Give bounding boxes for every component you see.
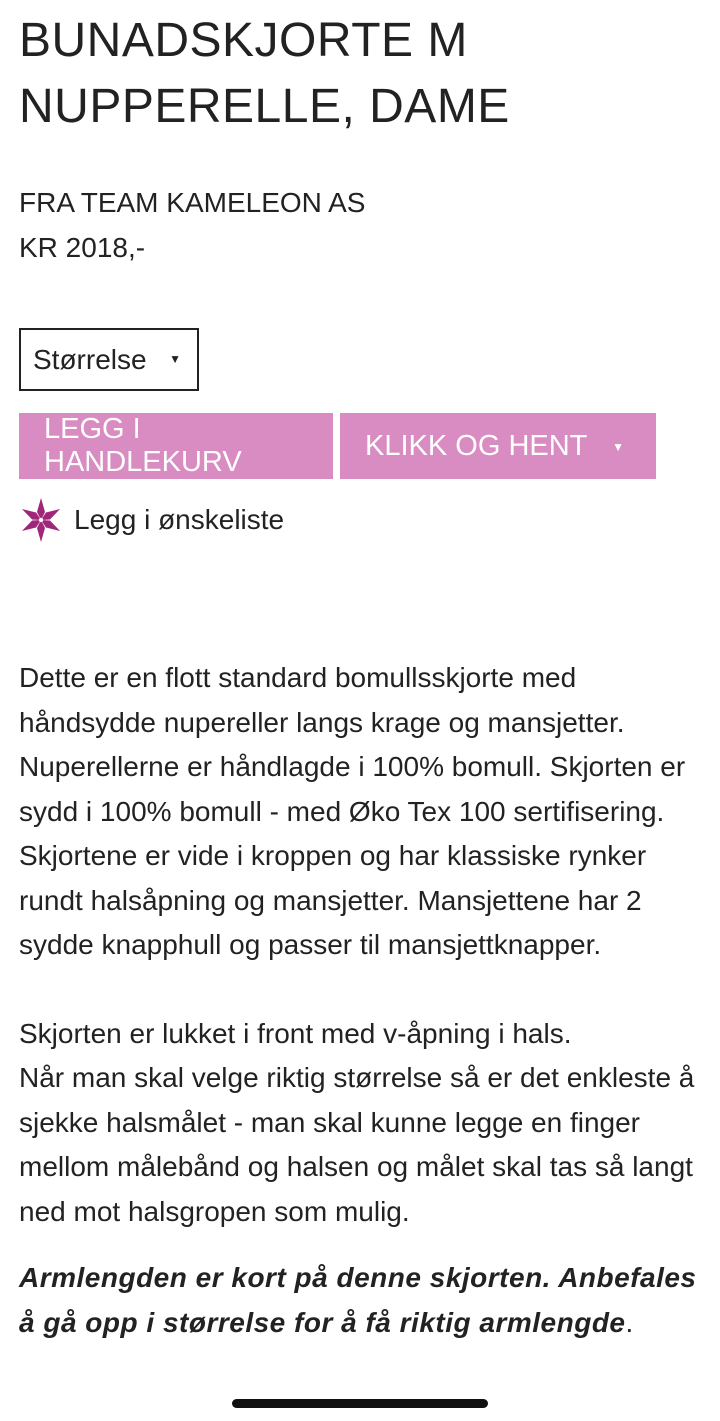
sizing-note bbox=[19, 1256, 704, 1345]
chevron-down-icon: ▼ bbox=[612, 440, 624, 454]
description-paragraph-2-line-1: Skjorten er lukket i front med v-åpning i hals. bbox=[19, 1017, 572, 1049]
product-description bbox=[19, 656, 704, 1345]
price-label: KR 2018,- bbox=[19, 232, 146, 263]
product-title bbox=[19, 8, 704, 140]
product-page bbox=[19, 0, 704, 1338]
description-paragraph-1: Dette er en flott standard bomullsskjorte med håndsydde nupereller langs krage og mansjetter. Nuperellerne er håndlagde i 100% bomull. Skjorten er sydd i 100% bomull - med Øko Tex 100 sertifisering. Skjortene er vide i kroppen og har klassiske rynker rundt halsåpning og mansjetter. Mansjettene har 2 sydde knapphull og passer til mansjettknapper. bbox=[19, 662, 686, 960]
size-select[interactable] bbox=[19, 328, 199, 391]
star-icon bbox=[19, 496, 63, 544]
click-and-collect-button[interactable] bbox=[340, 413, 656, 479]
size-select-label: Størrelse bbox=[33, 343, 147, 375]
product-meta bbox=[19, 180, 704, 270]
sizing-note-period: . bbox=[625, 1306, 634, 1338]
sizing-note-text: Armlengden er kort på denne skjorten. Anbefales å gå opp i størrelse for å få riktig armlengde bbox=[19, 1262, 697, 1338]
add-to-cart-label: LEGG I HANDLEKURV bbox=[44, 413, 242, 478]
product-title-line2: NUPPERELLE, DAME bbox=[19, 80, 510, 133]
product-title-line1: BUNADSKJORTE M bbox=[19, 14, 468, 67]
chevron-down-icon: ▼ bbox=[169, 352, 181, 366]
home-indicator bbox=[232, 1399, 488, 1408]
click-and-collect-label: KLIKK OG HENT bbox=[365, 429, 588, 462]
vendor-label: FRA TEAM KAMELEON AS bbox=[19, 187, 366, 218]
wishlist-label: Legg i ønskeliste bbox=[74, 504, 285, 535]
add-to-cart-button[interactable] bbox=[19, 413, 333, 479]
description-paragraph-2-line-2: Når man skal velge riktig størrelse så er det enkleste å sjekke halsmålet - man skal kunne legge en finger mellom målebånd og halsen og målet skal tas så langt ned mot halsgropen som mulig. bbox=[19, 1062, 695, 1227]
add-to-wishlist-link[interactable] bbox=[19, 496, 284, 544]
